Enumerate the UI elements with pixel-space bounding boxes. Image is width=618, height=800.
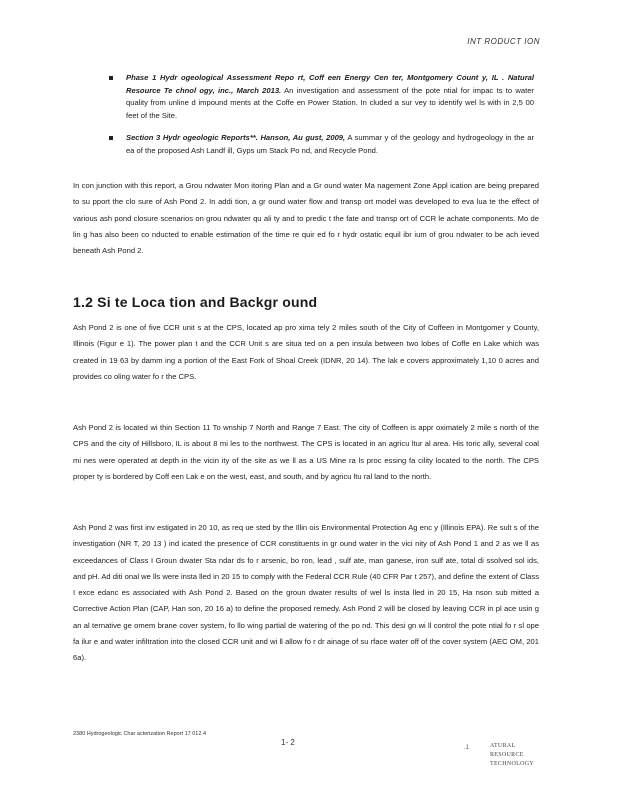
- reference-body: An investigation and assessment of the pote ntial for impac ts to water quality from unline d impound ments at the Coffe en Power Station. In cluded a sur vey to identify wel ls with in 2,5 00 feet of the Site.: [126, 85, 534, 120]
- section-header: INT RODUCT ION: [467, 37, 540, 46]
- paragraph: Ash Pond 2 is one of five CCR unit s at the CPS, located ap pro xima tely 2 miles south of the City of Coffeen in Montgomer y County, Illinois (Figur e 1). The power plan t and the CCR Unit s are situa ted on a pen insula between two lobes of Coffe en Lake which was created in 19 63 by damm ing a portion of the East Fork of Shoal Creek (IDNR, 20 14). The lak e covers approximately 1,10 0 acres and provides co oling water fo r the CPS.: [73, 323, 539, 381]
- footer-doc-id: 2380 Hydrogeologic Char acterization Report 17 012 4: [73, 731, 206, 737]
- logo-mark-icon: .1: [464, 745, 470, 751]
- page-number: 1- 2: [281, 738, 295, 747]
- logo-line: RESOURCE: [490, 752, 524, 758]
- paragraph: Ash Pond 2 is located wi thin Section 11 To wnship 7 North and Range 7 East. The city of Coffeen is appr oximately 2 mile s north of the CPS and the city of Hillsboro, IL is about 8 mi les to the northwest. The CPS is located in an agricu ltur al area. His toric ally, several coal mi nes were operated at depth in the vicin ity of the site as we ll as a US Mine ra ls proc essing fa cility located to the north. The CPS proper ty is bordered by Coff een Lak e on the west, east, and south, and by agricu ltu ral land to the north.: [73, 423, 539, 481]
- list-item: [102, 72, 534, 122]
- section-heading: 1.2 Si te Loca tion and Backgr ound: [73, 294, 318, 310]
- reference-title: Section 3 Hydr ogeologic Reports**. Hanson, Au gust, 2009,: [126, 133, 346, 142]
- logo-line: ATURAL: [490, 743, 516, 749]
- logo-line: TECHNOLOGY: [490, 761, 534, 767]
- reference-title: Phase 1 Hydr ogeological Assessment Repo rt, Coff een Energy Cen ter, Montgomery Count y, IL . Natural Resource Te chnol ogy, inc., March 2013.: [126, 73, 534, 95]
- intro-paragraph: In con junction with this report, a Grou ndwater Mon itoring Plan and a Gr ound water Ma nagement Zone Appl ication are being prepared to su pport the clo sure of Ash Pond 2. In addi tion, a gr ound water flow and transp ort model was developed to eva lua te the effect of various ash pond closure scenarios on grou ndwater qu ali ty and to predic t the fate and transp ort of CCR le achate components. Mo de lin g has also been co nducted to enable estimation of the time re quir ed fo r hydr ostatic equil ibr ium of grou ndwater to be ach ieved beneath Ash Pond 2.: [73, 181, 539, 256]
- reference-list: [102, 72, 534, 167]
- bullet-square-icon: [109, 136, 113, 140]
- reference-body: A summar y of the geology and hydrogeology in the ar ea of the proposed Ash Landf ill, Gyps um Stack Po nd, and Recycle Pond.: [126, 133, 534, 155]
- company-logo: [464, 742, 554, 772]
- bullet-square-icon: [109, 76, 113, 80]
- paragraph: Ash Pond 2 was first inv estigated in 20 10, as req ue sted by the Illin ois Environmental Protection Ag enc y (Illinois EPA). Re sult s of the investigation (NR T, 20 13 ) ind icated the presence of CCR constituents in gr ound water in the vici nity of Ash Pond 1 and 2 as we ll as exceedances of Class I Groun dwater Sta ndar ds fo r arsenic, bo ron, lead , sulf ate, man ganese, iron sulf ate, total di ssolved sol ids, and pH. Ad diti onal we lls were insta lled in 20 15 to comply with the Federal CCR Rule (40 CFR Par t 257), and define the extent of Class I exce edanc es associated with Ash Pond 2. Based on the groun dwater results of wel ls insta lled in 20 15, Ha nson sub mitted a Corrective Action Plan (CAP, Han son, 20 16 a) to define the proposed remedy. Ash Pond 2 will be closed by leaving CCR in pl ace usin g an al ternative ge omem brane cover system, fo llo wing partial de watering of the po nd. This desi gn wi ll control the pote ntial fo r sl ope fa ilur e and water infiltration into the closed CCR unit and wi ll allow fo r dr ainage of su rface water off of the cover system (AEC OM, 201 6a).: [73, 523, 539, 663]
- logo-text: [490, 742, 534, 769]
- list-item: [102, 132, 534, 157]
